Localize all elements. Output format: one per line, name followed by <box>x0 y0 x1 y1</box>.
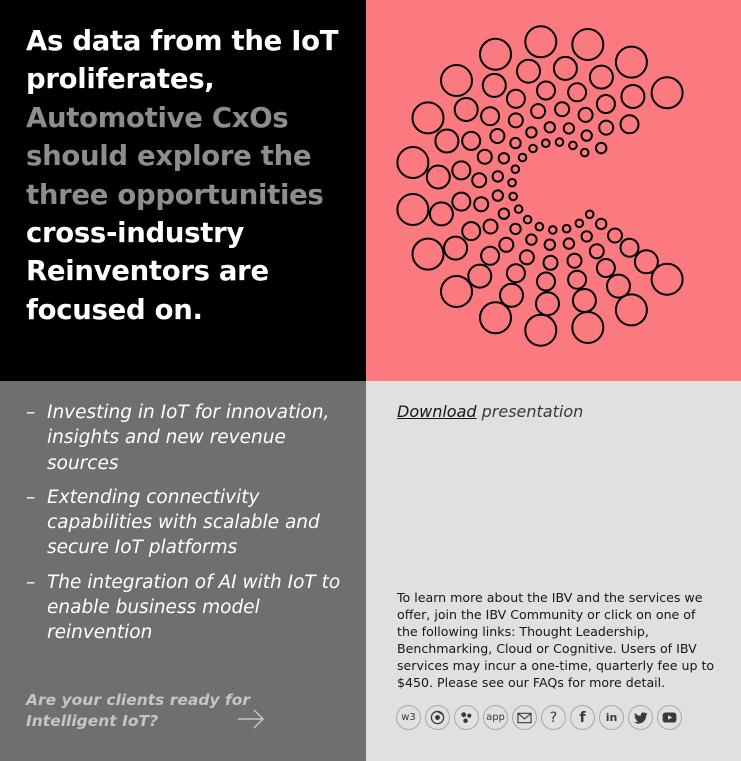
youtube-icon[interactable] <box>657 705 682 730</box>
graphic-panel <box>366 0 741 381</box>
c-mark-dot <box>536 292 559 315</box>
ibv-info-text: To learn more about the IBV and the services we offer, join the IBV Community or click on one of the following links: Thought Leadership, Benchmarking, Cloud or Cognitive. Users of IBV services may incur a one-time, quarterly fee up to $450. Please see our FAQs for more detail. <box>397 590 715 690</box>
twitter-icon[interactable] <box>628 705 653 730</box>
arrow-right-icon[interactable] <box>237 709 265 729</box>
dotted-c-graphic <box>366 0 741 381</box>
c-mark-dot <box>427 166 450 189</box>
c-mark-dot <box>607 275 630 298</box>
c-mark-dot <box>430 202 453 225</box>
c-mark-dot <box>596 219 606 229</box>
c-mark-dot <box>480 39 511 70</box>
c-mark-dot <box>568 254 582 268</box>
c-mark-dot <box>397 194 428 225</box>
c-mark-dot <box>499 153 509 163</box>
c-mark-dot <box>531 104 545 118</box>
c-mark-dot <box>515 205 523 213</box>
c-mark-dot <box>621 115 639 133</box>
c-mark-dot <box>635 250 658 273</box>
resources-panel <box>366 381 741 761</box>
c-mark-dot <box>462 222 480 240</box>
c-mark-dot <box>490 129 504 143</box>
c-mark-dot <box>509 113 523 127</box>
c-mark-dot <box>441 276 472 307</box>
list-item-text: Extending connectivity capabilities with scalable and secure IoT platforms <box>47 486 320 559</box>
facebook-icon[interactable] <box>570 705 595 730</box>
c-mark-dot <box>582 130 592 140</box>
dash-icon: – <box>26 402 36 423</box>
chrome-icon[interactable] <box>425 705 450 730</box>
c-mark-dot <box>413 102 444 133</box>
c-mark-dot <box>599 121 613 135</box>
c-mark-dot <box>545 122 555 132</box>
c-mark-dot <box>509 193 517 201</box>
c-mark-dot <box>413 239 444 270</box>
c-mark-dot <box>455 98 478 121</box>
headline-white-1: As data from the IoT proliferates, <box>26 25 339 96</box>
list-item-text: The integration of AI with IoT to enable business model reinvention <box>47 571 341 644</box>
c-mark-dot <box>510 138 520 148</box>
c-mark-dot <box>569 142 577 150</box>
c-mark-dot <box>525 26 556 57</box>
c-mark-dot <box>493 171 503 181</box>
c-mark-dot <box>581 149 589 157</box>
list-item-text: Investing in IoT for innovation, insights and new revenue sources <box>47 402 330 474</box>
c-mark-dot <box>520 250 534 264</box>
list-item <box>26 570 356 646</box>
c-mark-dot <box>526 127 536 137</box>
c-mark-dot <box>590 244 604 258</box>
c-mark-dot <box>549 226 557 234</box>
c-mark-dot <box>524 216 532 224</box>
c-mark-dot <box>508 179 516 187</box>
c-mark-dot <box>512 165 520 173</box>
c-mark-dot <box>510 224 520 234</box>
c-mark-dot <box>542 139 550 147</box>
c-mark-dot <box>493 190 503 200</box>
download-link[interactable]: Download <box>397 402 477 421</box>
cta-link[interactable]: Are your clients ready for Intelligent IoT? <box>26 691 251 730</box>
c-mark-dot <box>572 312 603 343</box>
c-mark-dot <box>616 47 647 78</box>
c-mark-dot <box>616 294 647 325</box>
help-icon-label: ? <box>549 709 558 726</box>
c-mark-dot <box>621 239 639 257</box>
c-mark-dot <box>507 90 525 108</box>
c-mark-dot <box>597 95 615 113</box>
c-mark-dot <box>481 107 499 125</box>
linkedin-icon-label: in <box>605 711 618 724</box>
c-mark-dot <box>435 130 458 153</box>
c-mark-dot <box>499 209 509 219</box>
c-mark-dot <box>564 238 574 248</box>
c-mark-dot <box>519 154 527 162</box>
c-mark-dot <box>579 108 593 122</box>
community-icon[interactable] <box>454 705 479 730</box>
c-mark-dot <box>555 102 569 116</box>
c-mark-dot <box>536 223 544 231</box>
social-icon-bar <box>396 705 682 730</box>
c-mark-dot <box>529 145 537 153</box>
c-mark-dot <box>452 193 470 211</box>
opportunity-list <box>26 400 356 655</box>
c-mark-dot <box>500 284 523 307</box>
c-mark-dot <box>478 150 492 164</box>
c-mark-dot <box>472 173 486 187</box>
linkedin-icon[interactable] <box>599 705 624 730</box>
c-mark-dot <box>576 220 584 228</box>
app-icon-label: app <box>486 712 505 723</box>
c-mark-dot <box>544 256 558 270</box>
download-label: presentation <box>481 402 584 421</box>
c-mark-dot <box>526 234 536 244</box>
c-mark-dot <box>537 273 555 291</box>
c-mark-dot <box>621 85 644 108</box>
c-mark-dot <box>568 271 586 289</box>
c-mark-dot <box>474 197 488 211</box>
app-icon[interactable] <box>483 705 508 730</box>
download-line <box>397 402 583 421</box>
help-icon[interactable] <box>541 705 566 730</box>
c-mark-dot <box>545 240 555 250</box>
c-mark-dot <box>444 237 467 260</box>
w3-icon[interactable] <box>396 705 421 730</box>
c-mark-dot <box>468 265 491 288</box>
c-mark-dot <box>568 83 586 101</box>
c-mark-dot <box>480 302 511 333</box>
c-mark-dot <box>582 231 592 241</box>
headline <box>26 22 356 329</box>
list-item <box>26 400 356 476</box>
w3-icon-label: w3 <box>401 712 416 723</box>
c-mark-dot <box>507 264 525 282</box>
c-mark-dot <box>499 238 513 252</box>
c-mark-dot <box>564 123 574 133</box>
c-mark-dot <box>483 74 506 97</box>
c-mark-dot <box>596 143 606 153</box>
c-mark-dot <box>608 229 622 243</box>
c-mark-dot <box>563 225 571 233</box>
c-mark-dot <box>481 247 499 265</box>
c-mark-dot <box>462 132 480 150</box>
c-mark-dot <box>572 29 603 60</box>
c-mark-dot <box>573 289 596 312</box>
c-mark-dot <box>556 138 564 146</box>
c-mark-dot <box>525 315 556 346</box>
c-mark-dot <box>452 161 470 179</box>
c-mark-dot <box>517 60 540 83</box>
dash-icon: – <box>26 571 36 593</box>
c-mark-dot <box>554 57 577 80</box>
c-mark-dot <box>590 66 613 89</box>
headline-grey: Automotive CxOs should explore the three opportunities <box>26 101 324 211</box>
c-mark-dot <box>586 211 594 219</box>
c-mark-dot <box>597 259 615 277</box>
list-item <box>26 485 356 561</box>
email-icon[interactable] <box>512 705 537 730</box>
c-mark-dot <box>441 65 472 96</box>
facebook-icon-label: f <box>579 709 586 726</box>
dash-icon: – <box>26 486 36 508</box>
c-mark-dot <box>652 77 683 108</box>
c-mark-dot <box>484 220 498 234</box>
headline-white-2: cross-industry Reinventors are focused on. <box>26 217 269 326</box>
c-mark-dot <box>397 147 428 178</box>
c-mark-dot <box>537 82 555 100</box>
